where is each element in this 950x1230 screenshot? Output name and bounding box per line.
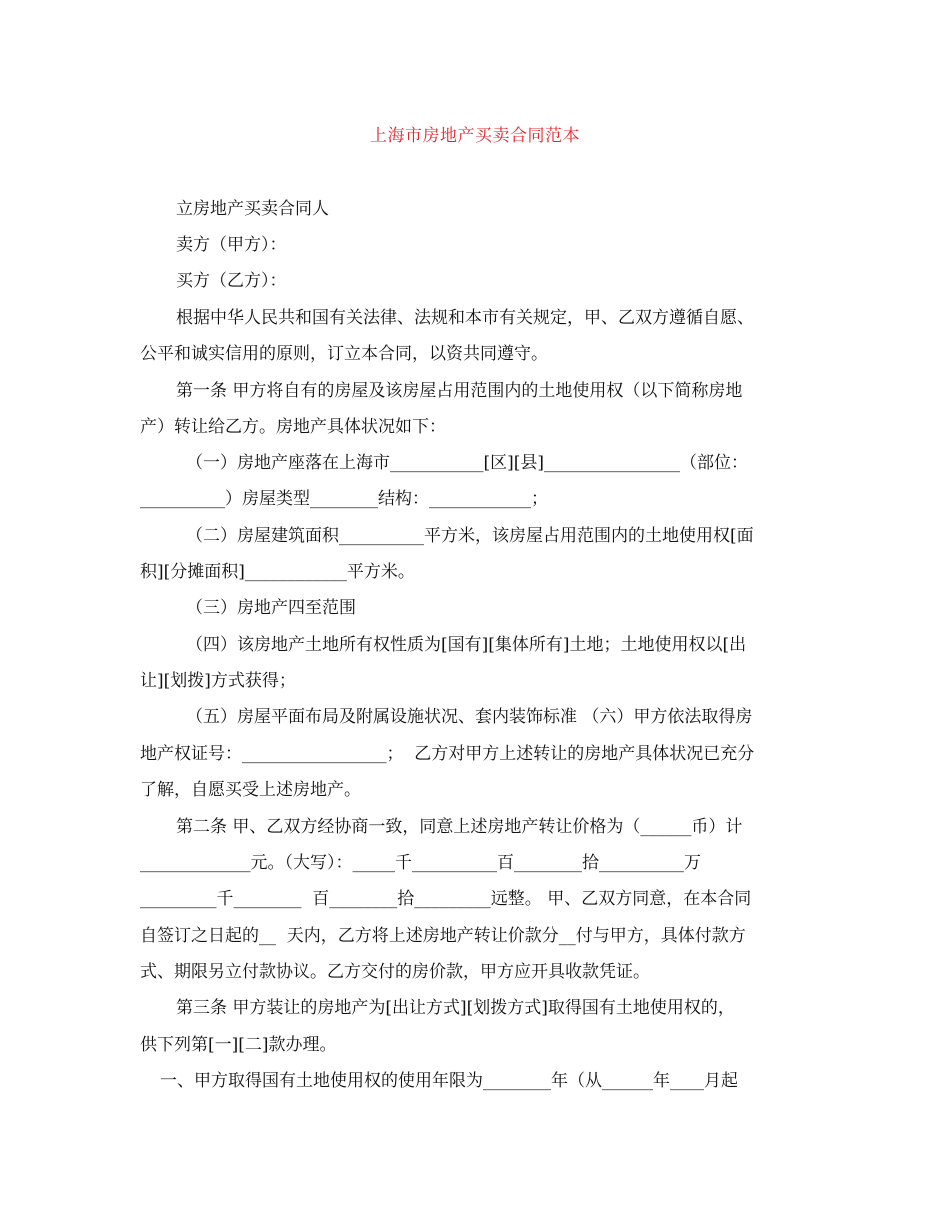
paragraph-line: （四）该房地产土地所有权性质为[国有][集体所有]土地；土地使用权以[出 bbox=[186, 635, 747, 655]
paragraph-line: 买方（乙方）： bbox=[176, 271, 287, 291]
paragraph-line: __________）房屋类型________结构：____________； bbox=[140, 489, 548, 509]
paragraph-line: 第三条 甲方装让的房地产为[出让方式][划拨方式]取得国有土地使用权的， bbox=[176, 998, 735, 1018]
paragraph-line: 第二条 甲、乙双方经协商一致，同意上述房地产转让价格为（______币）计 bbox=[176, 817, 743, 837]
paragraph-line: _________千________ 百________拾_________远整。 甲、乙双方同意，在本合同 bbox=[140, 889, 752, 909]
paragraph-line: 供下列第[一][二]款办理。 bbox=[140, 1035, 337, 1055]
paragraph-line: 卖方（甲方）： bbox=[176, 235, 287, 255]
paragraph-line: 自签订之日起的__ 天内，乙方将上述房地产转让价款分__付与甲方，具体付款方 bbox=[140, 926, 746, 946]
paragraph-line: 立房地产买卖合同人 bbox=[176, 199, 329, 219]
paragraph-line: 产）转让给乙方。房地产具体状况如下： bbox=[140, 417, 446, 437]
paragraph-line: 一、甲方取得国有土地使用权的使用年限为________年（从______年____月起 bbox=[160, 1071, 738, 1091]
paragraph-line: （一）房地产座落在上海市___________[区][县]________________（部位： bbox=[186, 453, 749, 473]
paragraph-line: 公平和诚实信用的原则，订立本合同，以资共同遵守。 bbox=[140, 344, 548, 364]
paragraph-line: （二）房屋建筑面积__________平方米，该房屋占用范围内的土地使用权[面 bbox=[186, 526, 754, 546]
paragraph-line: 式、期限另立付款协议。乙方交付的房价款，甲方应开具收款凭证。 bbox=[140, 962, 650, 982]
paragraph-line: （五）房屋平面布局及附属设施状况、套内装饰标准 （六）甲方依法取得房 bbox=[186, 707, 753, 727]
paragraph-line: 地产权证号：_________________； 乙方对甲方上述转让的房地产具体状况已充分 bbox=[140, 744, 755, 764]
paragraph-line: 根据中华人民共和国有关法律、法规和本市有关规定，甲、乙双方遵循自愿、 bbox=[176, 308, 754, 328]
paragraph-line: 了解，自愿买受上述房地产。 bbox=[140, 780, 361, 800]
document-title: 上海市房地产买卖合同范本 bbox=[370, 126, 580, 146]
paragraph-line: _____________元。（大写）：_____千__________百________拾__________万 bbox=[140, 853, 701, 873]
paragraph-line: 让][划拨]方式获得； bbox=[140, 671, 296, 691]
paragraph-line: 积][分摊面积]____________平方米。 bbox=[140, 562, 415, 582]
paragraph-line: 第一条 甲方将自有的房屋及该房屋占用范围内的土地使用权（以下简称房地 bbox=[176, 381, 743, 401]
paragraph-line: （三）房地产四至范围 bbox=[186, 598, 356, 618]
